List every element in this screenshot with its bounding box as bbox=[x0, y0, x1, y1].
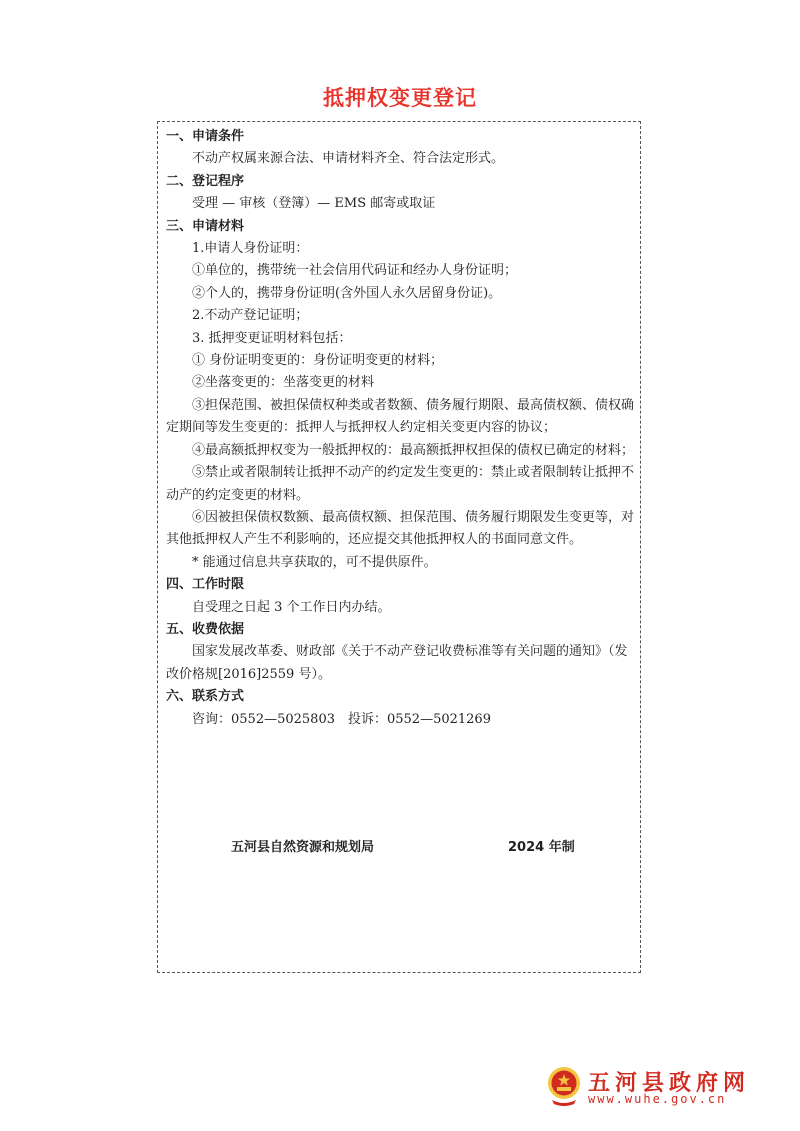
materials-item: ②个人的，携带身份证明(含外国人永久居留身份证)。 bbox=[192, 285, 502, 301]
materials-item: ④最高额抵押权变为一般抵押权的：最高额抵押权担保的债权已确定的材料； bbox=[192, 442, 635, 458]
section-text-contact: 咨询：0552—5025803 投诉：0552—5021269 bbox=[192, 711, 491, 727]
materials-item: 3. 抵押变更证明材料包括： bbox=[192, 330, 352, 346]
site-logo[interactable] bbox=[546, 1066, 756, 1110]
document-title: 抵押权变更登记 bbox=[323, 86, 477, 110]
site-url[interactable]: www.wuhe.gov.cn bbox=[588, 1092, 727, 1106]
footer-year: 2024 年制 bbox=[508, 840, 575, 855]
materials-item: ⑥因被担保债权数额、最高债权额、担保范围、债务履行期限发生变更等，对其他抵押权人产生不利影响的，还应提交其他抵押权人的书面同意文件。 bbox=[166, 509, 635, 548]
section-heading-contact: 六、联系方式 bbox=[166, 689, 245, 705]
national-emblem-icon bbox=[546, 1066, 582, 1106]
materials-item: ⑤禁止或者限制转让抵押不动产的约定发生变更的：禁止或者限制转让抵押不动产的约定变更的材料。 bbox=[166, 465, 635, 503]
materials-item: ① 身份证明变更的：身份证明变更的材料； bbox=[192, 353, 444, 369]
materials-item: 1.申请人身份证明： bbox=[192, 241, 309, 257]
materials-item: ①单位的，携带统一社会信用代码证和经办人身份证明； bbox=[192, 263, 518, 279]
section-heading-time-limit: 四、工作时限 bbox=[166, 577, 245, 593]
section-text-conditions: 不动产权属来源合法、申请材料齐全、符合法定形式。 bbox=[192, 151, 505, 167]
materials-item: ③担保范围、被担保债权种类或者数额、债务履行期限、最高债权额、债权确定期间等发生变更的：抵押人与抵押权人约定相关变更内容的协议； bbox=[166, 397, 635, 436]
materials-item: 2.不动产登记证明； bbox=[192, 308, 309, 324]
document-body bbox=[166, 126, 634, 731]
section-text-time-limit: 自受理之日起 3 个工作日内办结。 bbox=[192, 599, 391, 615]
section-text-fee-basis: 国家发展改革委、财政部《关于不动产登记收费标准等有关问题的通知》（发改价格规[2016]2559 号）。 bbox=[166, 644, 628, 682]
section-text-procedure: 受理 — 审核（登簿）— EMS 邮寄或取证 bbox=[192, 196, 436, 212]
section-heading-fee-basis: 五、收费依据 bbox=[166, 621, 245, 637]
site-name: 五河县政府网 bbox=[588, 1071, 751, 1096]
materials-item: ②坐落变更的：坐落变更的材料 bbox=[192, 375, 375, 391]
section-heading-conditions: 一、申请条件 bbox=[166, 129, 245, 144]
materials-note: * 能通过信息共享获取的，可不提供原件。 bbox=[192, 554, 437, 570]
section-heading-materials: 三、申请材料 bbox=[166, 218, 245, 234]
footer-organization: 五河县自然资源和规划局 bbox=[231, 840, 375, 855]
section-heading-procedure: 二、登记程序 bbox=[166, 173, 245, 189]
